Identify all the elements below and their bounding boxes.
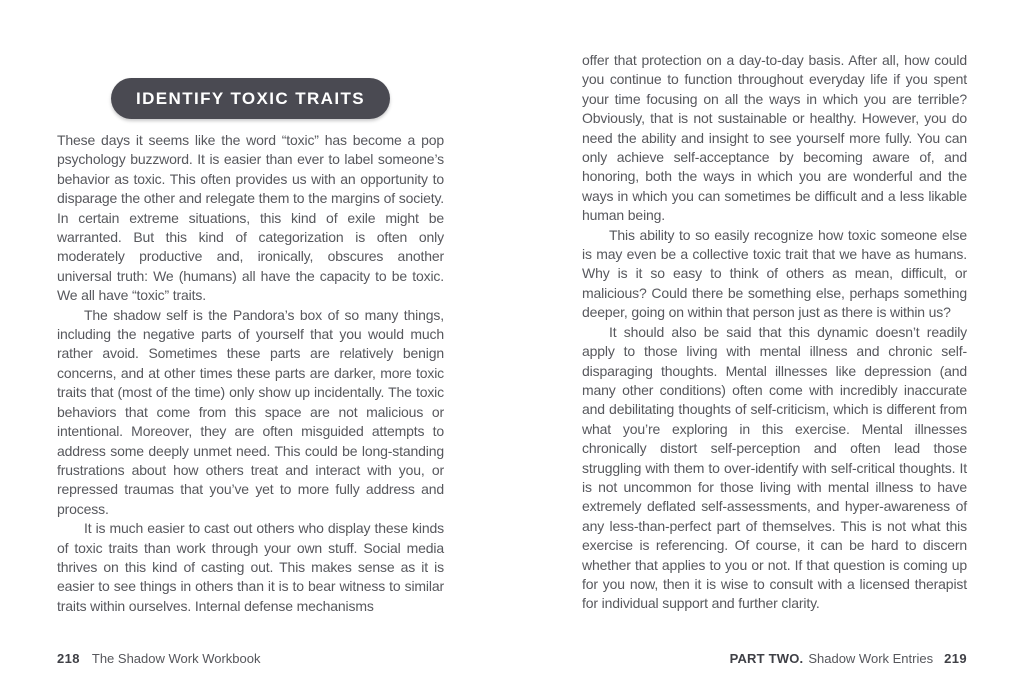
paragraph: The shadow self is the Pandora’s box of so many things, including the negative parts of yourself that you would much rather avoid. Sometimes these parts are relatively benign concerns, and at other times these parts are darker, more toxic traits that (most of the time) only show up incidentally. The toxic behaviors that come from this space are not malicious or intentional. Moreover, they are often misguided attempts to address some deeply unmet need. This could be long-standing frustrations about how others treat and interact with you, or repressed traumas that you’ve yet to more fully address and process. (57, 306, 444, 517)
paragraph: It is much easier to cast out others who display these kinds of toxic traits than work through your own stuff. Social media thrives on this kind of casting out. This makes sense as it is easier to see things in others than it is to bear witness to similar traits within ourselves. Internal defense mechanisms (57, 520, 444, 614)
left-page (57, 0, 444, 698)
paragraph: These days it seems like the word “toxic” has become a pop psychology buzzword. It is easier than ever to label someone’s behavior as toxic. This often provides us with an opportunity to disparage the other and relegate them to the margins of society. In certain extreme situations, this kind of exile might be warranted. But this kind of categorization is often only moderately productive and, ironically, obscures another universal truth: We (humans) all have the capacity to be toxic. We all have “toxic” traits. (57, 132, 444, 304)
left-page-text (57, 131, 444, 616)
paragraph: It should also be said that this dynamic doesn’t readily apply to those living with mental illness and chronic self-disparaging thoughts. Mental illnesses like depression (and many other conditions) often come with incredibly inaccurate and debilitating thoughts of self-criticism, which is different from what you’re exploring in this exercise. Mental illnesses chronically distort self-perception and often lead those struggling with them to over-identify with self-critical thoughts. It is not uncommon for those living with mental illness to have extremely deflated self-assessments, and hyper-awareness of any less-than-perfect part of themselves. This is not what this exercise is referencing. Of course, it can be hard to discern whether that applies to you or not. If that question is coming up for you now, then it is wise to consult with a licensed therapist for individual support and further clarity. (582, 323, 967, 612)
book-title: The Shadow Work Workbook (91, 651, 261, 666)
right-page-text (582, 51, 967, 614)
page-number: 219 (944, 651, 967, 666)
page-number: 218 (57, 651, 80, 666)
right-page-footer (730, 651, 967, 666)
paragraph: This ability to so easily recognize how toxic someone else is may even be a collective toxic trait that we have as humans. Why is it so easy to think of others as mean, difficult, or malicious? Could there be something else, perhaps something deeper, going on within that person just as there is within us? (582, 226, 967, 321)
paragraph: offer that protection on a day-to-day basis. After all, how could you continue to function throughout everyday life if you spent your time focusing on all the ways in which you are terrible? Obviously, that is not sustainable or healthy. However, you do need the ability and insight to see yourself more fully. You can only achieve self-acceptance by becoming aware of, and honoring, both the ways in which you are wonderful and the ways in which you can sometimes be difficult and a less likable human being. (582, 52, 967, 224)
section-title: IDENTIFY TOXIC TRAITS (135, 89, 365, 108)
section-name: Shadow Work Entries (808, 651, 934, 666)
part-label: PART TWO. (729, 651, 804, 666)
left-page-footer (57, 651, 260, 666)
section-title-badge (111, 78, 390, 119)
right-page (582, 0, 967, 698)
section-badge-row (57, 78, 444, 119)
